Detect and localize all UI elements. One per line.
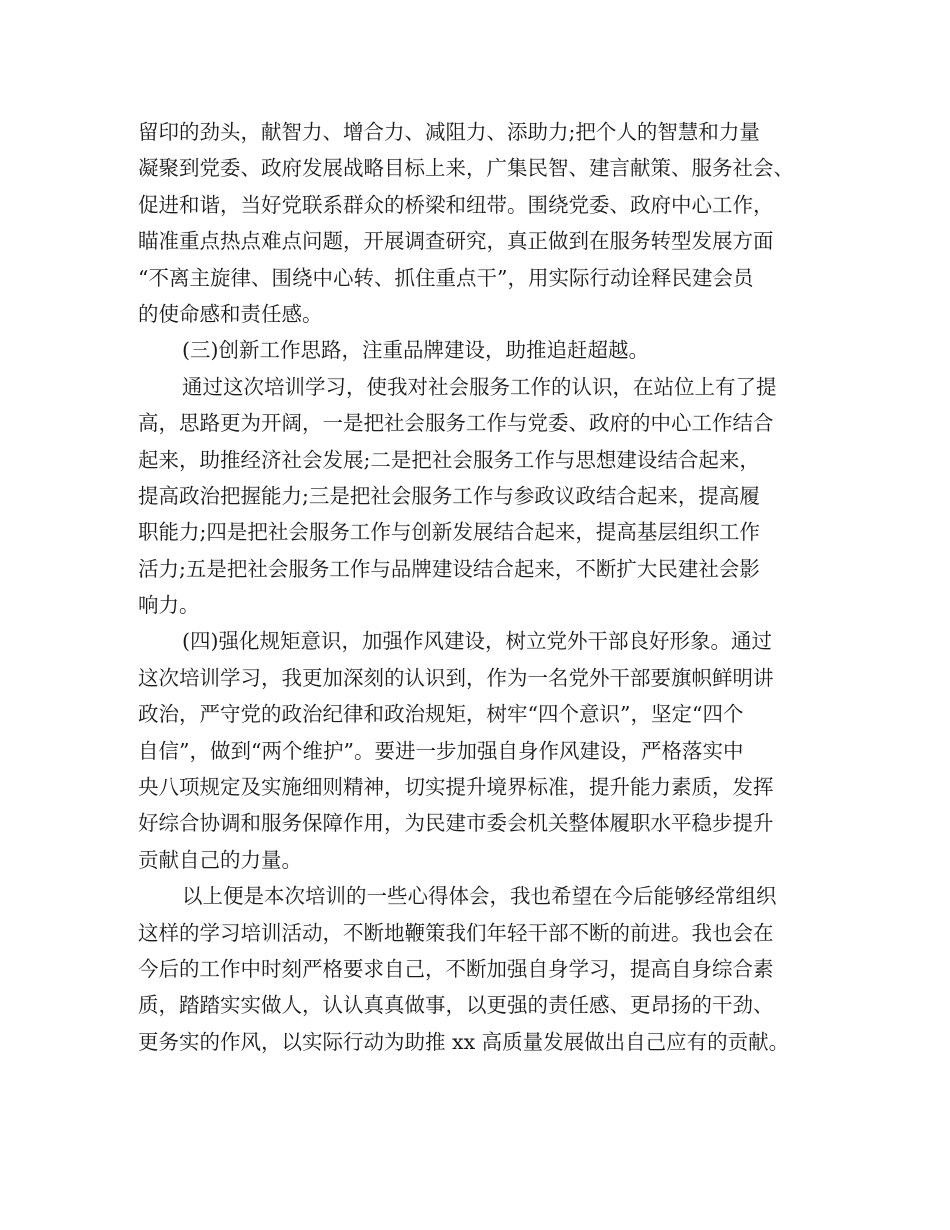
text-line: 政治，严守党的政治纪律和政治规矩，树牢“四个意识”，坚定“四个 [138, 702, 744, 727]
text-line: 提高政治把握能力;三是把社会服务工作与参政议政结合起来，提高履 [138, 483, 760, 508]
text-line: 以上便是本次培训的一些心得体会，我也希望在今后能够经常组织 [182, 884, 777, 909]
text-line: (四)强化规矩意识，加强作风建设，树立党外干部良好形象。通过 [182, 629, 772, 654]
body-text [138, 114, 838, 1060]
text-line: 贡献自己的力量。 [138, 847, 302, 872]
text-line: 高，思路更为开阔，一是把社会服务工作与党委、政府的中心工作结合 [138, 411, 774, 436]
text-line: 响力。 [138, 593, 200, 618]
text-line: 质，踏踏实实做人，认认真真做事，以更强的责任感、更昂扬的干劲、 [138, 993, 774, 1018]
text-line: 职能力;四是把社会服务工作与创新发展结合起来，提高基层组织工作 [138, 520, 760, 545]
text-line: 起来，助推经济社会发展;二是把社会服务工作与思想建设结合起来， [138, 447, 760, 472]
text-line: 的使命感和责任感。 [138, 301, 323, 326]
text-line: 今后的工作中时刻严格要求自己，不断加强自身学习，提高自身综合素 [138, 956, 774, 981]
text-line: 凝聚到党委、政府发展战略目标上来，广集民智、建言献策、服务社会、 [138, 156, 794, 181]
text-line: (三)创新工作思路，注重品牌建设，助推追赶超越。 [182, 338, 649, 363]
text-line: 这次培训学习，我更加深刻的认识到，作为一名党外干部要旗帜鲜明讲 [138, 665, 774, 690]
text-line: 更务实的作风，以实际行动为助推 xx 高质量发展做出自己应有的贡献。 [138, 1029, 790, 1054]
text-line: 好综合协调和服务保障作用，为民建市委会机关整体履职水平稳步提升 [138, 811, 774, 836]
text-line: 这样的学习培训活动，不断地鞭策我们年轻干部不断的前进。我也会在 [138, 920, 774, 945]
text-line: “不离主旋律、围绕中心转、抓住重点干”，用实际行动诠释民建会员 [138, 265, 754, 290]
text-line: 活力;五是把社会服务工作与品牌建设结合起来，不断扩大民建社会影 [138, 556, 760, 581]
text-line: 央八项规定及实施细则精神，切实提升境界标准，提升能力素质，发挥 [138, 775, 774, 800]
text-line: 自信”，做到“两个维护”。要进一步加强自身作风建设，严格落实中 [138, 738, 744, 763]
text-line: 瞄准重点热点难点问题，开展调查研究，真正做到在服务转型发展方面 [138, 229, 774, 254]
text-line: 促进和谐，当好党联系群众的桥梁和纽带。围绕党委、政府中心工作， [138, 192, 774, 217]
text-line: 通过这次培训学习，使我对社会服务工作的认识，在站位上有了提 [182, 374, 777, 399]
text-line: 留印的劲头，献智力、增合力、减阻力、添助力;把个人的智慧和力量 [138, 120, 760, 144]
